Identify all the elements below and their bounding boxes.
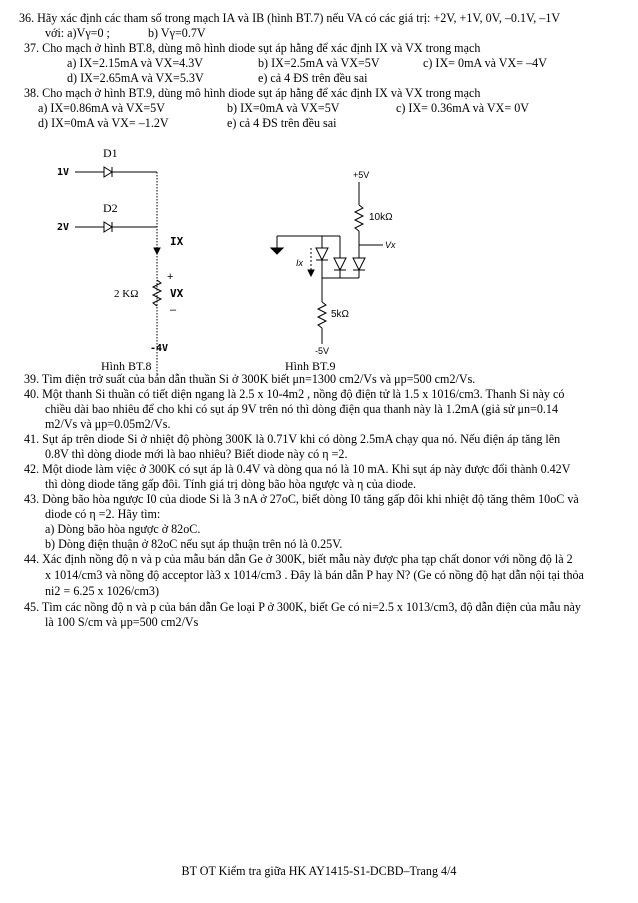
q44-text-1: 44. Xác định nồng độ n và p của mẫu bán dẫn Ge ở 300K, biết mẫu này được pha tạp chất donor với nồng độ là 2	[24, 552, 573, 566]
q41-text-1: 41. Sụt áp trên diode Si ở nhiệt độ phòng 300K là 0.71V khi có dòng 2.5mA chạy qua nó. Nếu điện áp tăng lên	[24, 432, 561, 446]
q45-text-1: 45. Tìm các nồng độ n và p của bán dẫn Ge loại P ở 300K, biết Ge có ni=2.5 x 1013/cm3, độ dẫn điện của mẫu này	[24, 600, 581, 614]
q36-option-a: với: a)Vγ=0 ;	[45, 26, 110, 40]
q37-text: 37. Cho mạch ở hình BT.8, dùng mô hình diode sụt áp hằng để xác định IX và VX trong mạch	[24, 41, 481, 55]
resistor-5k-icon	[318, 302, 326, 328]
q45-text-2: là 100 S/cm và μp=500 cm2/Vs	[45, 615, 199, 629]
q41-text-2: 0.8V thì dòng diode mới là bao nhiêu? Biết diode này có η =2.	[45, 447, 348, 461]
vx-label-9: Vx	[385, 240, 396, 250]
d2-diode-icon	[104, 222, 112, 232]
q37-option-c: c) IX= 0mA và VX= –4V	[423, 56, 547, 70]
figure-bt9	[271, 170, 396, 373]
q38-option-a: a) IX=0.86mA và VX=5V	[38, 101, 165, 115]
q44-text-3: ni2 = 6.25 x 1026/cm3)	[45, 584, 159, 598]
q36-option-b: b) Vγ=0.7V	[148, 26, 206, 40]
vx-label: VX	[170, 287, 184, 300]
ix-label-9: Ix	[296, 258, 304, 268]
fig8-caption: Hình BT.8	[101, 359, 152, 373]
resistor-10k-icon	[355, 205, 363, 231]
q44-text-2: x 1014/cm3 và nồng độ acceptor là3 x 1014/cm3 . Đây là bán dẫn P hay N? (Ge có nồng độ hạt dẫn nội tại thỏa	[45, 568, 584, 582]
q37-option-e: e) cả 4 ĐS trên đều sai	[258, 71, 368, 85]
q40-text-3: m2/Vs và μp=0.05m2/Vs.	[45, 417, 171, 431]
q37-option-a: a) IX=2.15mA và VX=4.3V	[67, 56, 204, 70]
figures	[0, 130, 638, 380]
ix-label: IX	[170, 235, 184, 248]
r1-label: 10kΩ	[369, 212, 393, 223]
ground-icon	[271, 248, 283, 254]
vneg-label: -4V	[150, 343, 169, 354]
q42-text-2: thì dòng diode tăng gấp đôi. Tính giá trị dòng bão hòa ngược và η của diode.	[45, 477, 417, 491]
q40-text-1: 40. Một thanh Si thuần có tiết diện ngang là 2.5 x 10-4m2 , nồng độ điện tử là 1.5 x 1016/cm3. Thanh Si này có	[24, 387, 565, 401]
q43-text-1: 43. Dòng bão hòa ngược I0 của diode Si là 3 nA ở 27oC, biết dòng I0 tăng gấp đôi khi nhiệt độ tăng thêm 10oC và	[24, 492, 579, 506]
q38-option-b: b) IX=0mA và VX=5V	[227, 101, 340, 115]
d1-label: D1	[103, 146, 118, 160]
q38-text: 38. Cho mạch ở hình BT.9, dùng mô hình diode sụt áp hằng để xác định IX và VX trong mạch	[24, 86, 481, 100]
q40-text-2: chiều dài bao nhiêu để cho khi có sụt áp 9V trên nó thì dòng điện qua thanh này là 1.2mA (giả sử μn=0.14	[45, 402, 559, 416]
vpos-label: +5V	[353, 170, 370, 180]
q38-option-c: c) IX= 0.36mA và VX= 0V	[396, 101, 529, 115]
q37-option-b: b) IX=2.5mA và VX=5V	[258, 56, 380, 70]
q37-option-d: d) IX=2.65mA và VX=5.3V	[67, 71, 204, 85]
q39-text: 39. Tìm điện trở suất của bán dẫn thuần Si ở 300K biết μn=1300 cm2/Vs và μp=500 cm2/Vs.	[24, 372, 476, 386]
q43-text-2: diode có η =2. Hãy tìm:	[45, 507, 161, 521]
d2-label: D2	[103, 201, 118, 215]
minus-label: –	[170, 304, 177, 316]
ix-arrow-icon	[154, 248, 160, 254]
diode-mid-icon	[316, 248, 328, 260]
q43-option-b: b) Dòng điện thuận ở 82oC nếu sụt áp thuận trên nó là 0.25V.	[45, 537, 343, 551]
q42-text-1: 42. Một diode làm việc ở 300K có sụt áp là 0.4V và dòng qua nó là 10 mA. Khi sụt áp này được đổi thành 0.42V	[24, 462, 571, 476]
plus-label: +	[167, 271, 174, 283]
page-footer: BT OT Kiểm tra giữa HK AY1415-S1-DCBD–Trang 4/4	[181, 864, 457, 878]
d1-diode-icon	[104, 167, 112, 177]
fig9-caption: Hình BT.9	[285, 359, 336, 373]
figure-bt8	[57, 146, 184, 375]
diode-left-icon	[334, 258, 346, 270]
r2-label: 5kΩ	[331, 309, 350, 320]
q36-text: 36. Hãy xác định các tham số trong mạch IA và IB (hình BT.7) nếu VA có các giá trị: +2V, +1V, 0V, –0.1V, –1V	[19, 11, 561, 25]
q43-option-a: a) Dòng bão hòa ngược ở 82oC.	[45, 522, 201, 536]
diode-right-icon	[353, 258, 365, 270]
q38-option-e: e) cả 4 ĐS trên đều sai	[227, 116, 337, 130]
v1-label: 1V	[57, 167, 70, 178]
vneg-label-9: -5V	[315, 346, 330, 356]
v2-label: 2V	[57, 222, 70, 233]
ix-arrow-icon-9	[308, 270, 314, 276]
q38-option-d: d) IX=0mA và VX= –1.2V	[38, 116, 169, 130]
r-label: 2 KΩ	[114, 288, 139, 300]
